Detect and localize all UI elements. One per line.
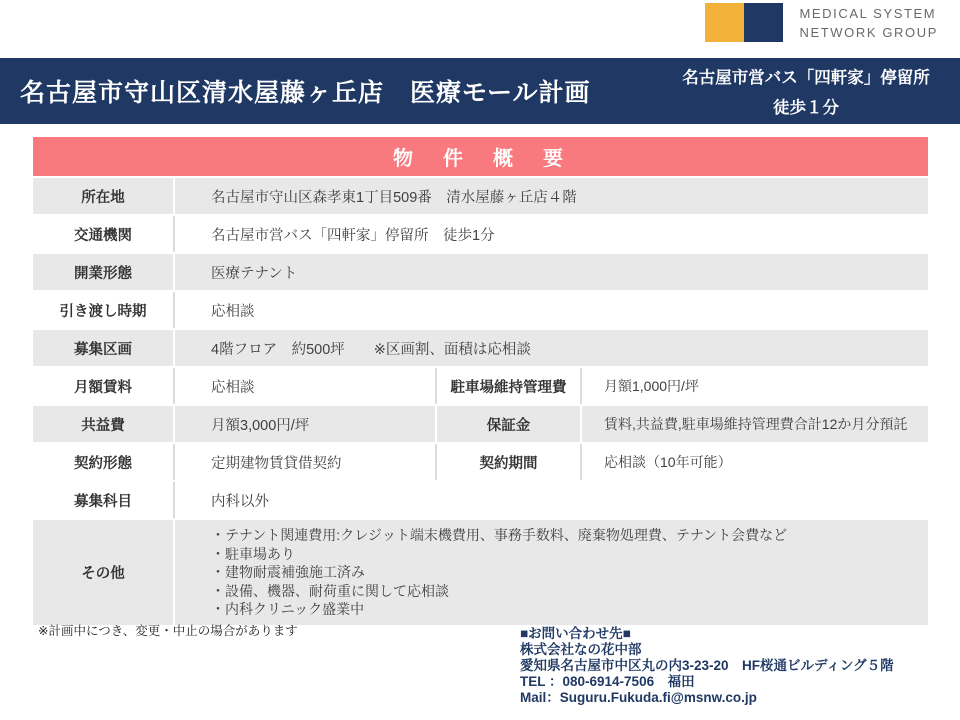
section-heading: 物 件 概 要: [33, 137, 928, 176]
row-value: 月額3,000円/坪: [173, 406, 435, 442]
row-value: 定期建物賃貸借契約: [173, 444, 435, 480]
row-label-2: 契約期間: [435, 444, 580, 480]
row-value: 応相談: [173, 292, 928, 328]
list-item: ・内科クリニック盛業中: [211, 601, 365, 617]
row-label: 引き渡し時期: [59, 303, 147, 320]
row-value: 内科以外: [173, 482, 928, 518]
row-label: 月額賃料: [74, 379, 132, 396]
disclaimer-note: ※計画中につき、変更・中止の場合があります: [38, 624, 298, 638]
row-value: 応相談: [173, 368, 435, 404]
row-label: 共益費: [81, 417, 125, 434]
table-row-location: [33, 178, 928, 214]
row-label: 契約形態: [74, 455, 132, 472]
property-table: [33, 178, 928, 625]
list-item: ・設備、機器、耐荷重に関して応相談: [211, 582, 449, 599]
list-item: ・テナント関連費用:クレジット端末機費用、事務手数料、廃棄物処理費、テナント会費など: [211, 527, 788, 543]
contact-mail: Mail：Suguru.Fukuda.fi@msnw.co.jp: [520, 690, 757, 705]
table-row-business-type: [33, 254, 928, 290]
table-row-common-fee: [33, 406, 928, 442]
row-label: 募集科目: [74, 493, 132, 510]
contact-company: 株式会社なの花中部: [520, 642, 642, 657]
row-label: 所在地: [81, 189, 125, 206]
access-walk-time: 徒歩１分: [773, 99, 839, 117]
row-value: 4階フロア 約500坪 ※区画割、面積は応相談: [173, 330, 928, 366]
row-value: 名古屋市守山区森孝東1丁目509番 清水屋藤ヶ丘店４階: [173, 178, 928, 214]
table-row-transport: [33, 216, 928, 252]
row-value-2: 月額1,000円/坪: [580, 368, 928, 404]
logo-navy-square-icon: [744, 3, 783, 42]
logo-line2: NETWORK GROUP: [799, 24, 938, 40]
row-value-2: 応相談（10年可能）: [580, 444, 928, 480]
page-title: 名古屋市守山区清水屋藤ヶ丘店 医療モール計画: [20, 79, 591, 107]
header-band: [0, 58, 960, 124]
top-strip: [0, 0, 960, 58]
contact-address: 愛知県名古屋市中区丸の内3-23-20 HF桜通ビルディング５階: [520, 658, 894, 673]
row-value: 医療テナント: [173, 254, 928, 290]
table-row-rent: [33, 368, 928, 404]
row-label: その他: [81, 565, 125, 582]
row-value: 名古屋市営バス「四軒家」停留所 徒歩1分: [173, 216, 928, 252]
table-row-departments: [33, 482, 928, 518]
row-value-list: [173, 520, 928, 625]
main-content: [33, 137, 928, 625]
list-item: ・建物耐震補強施工済み: [211, 564, 365, 580]
logo-line1: MEDICAL SYSTEM: [799, 5, 937, 21]
table-row-contract: [33, 444, 928, 480]
table-row-floor-area: [33, 330, 928, 366]
access-bus-stop: 名古屋市営バス「四軒家」停留所: [682, 69, 930, 87]
contact-block: [520, 626, 894, 706]
logo-wordmark: [799, 4, 938, 42]
row-label: 募集区画: [74, 341, 132, 358]
logo-yellow-square-icon: [705, 3, 744, 42]
contact-tel: TEL ：080-6914-7506 福田: [520, 674, 695, 689]
access-info: [652, 58, 960, 124]
table-row-other: [33, 520, 928, 625]
table-row-handover: [33, 292, 928, 328]
row-label-2: 駐車場維持管理費: [435, 368, 580, 404]
row-label: 開業形態: [74, 265, 132, 282]
row-label-2: 保証金: [435, 406, 580, 442]
medical-system-network-logo: [705, 3, 938, 42]
row-value-2: 賃料,共益費,駐車場維持管理費合計12か月分預託: [580, 406, 928, 442]
contact-heading: ■お問い合わせ先■: [520, 626, 631, 641]
list-item: ・駐車場あり: [211, 545, 295, 562]
row-label: 交通機関: [74, 227, 132, 244]
